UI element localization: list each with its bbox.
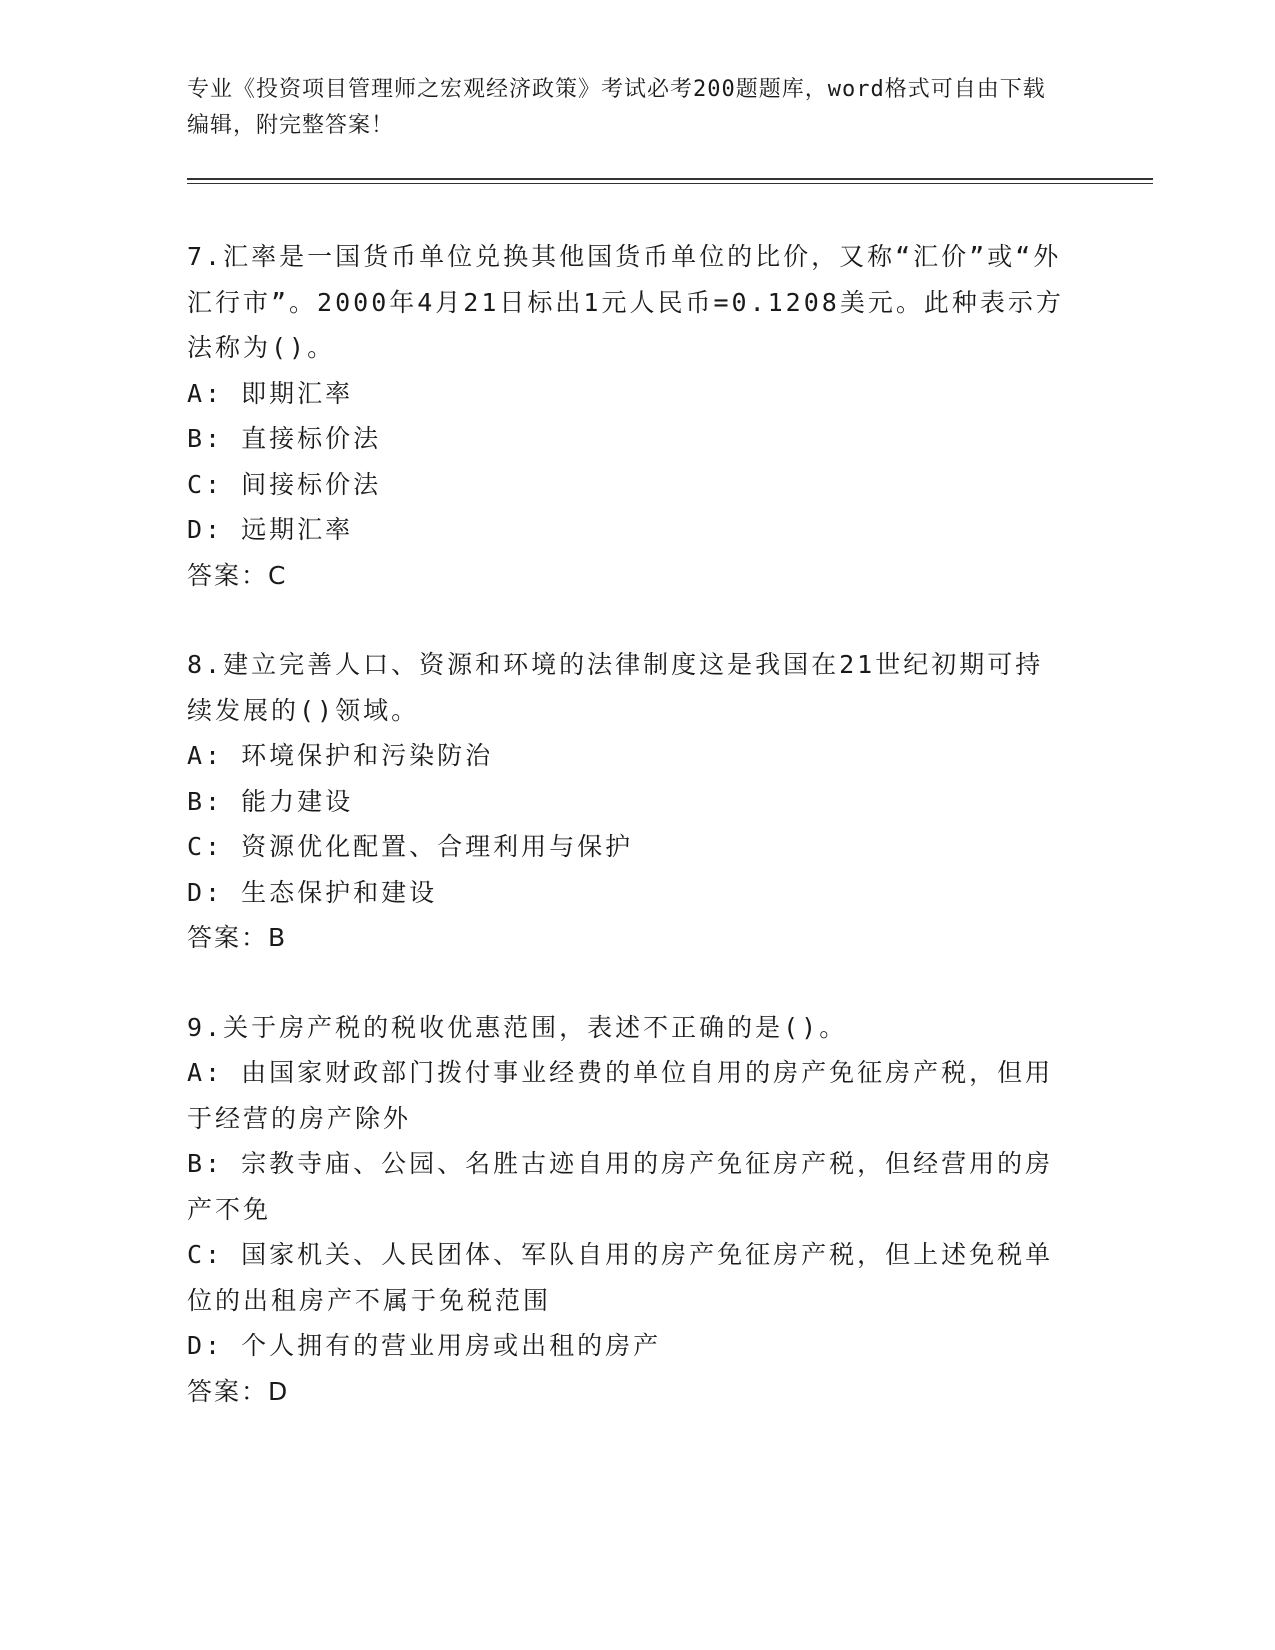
option-a: A: 由国家财政部门拨付事业经费的单位自用的房产免征房产税，但用于经营的房产除外: [187, 1058, 1054, 1133]
question-8: [187, 642, 1067, 961]
answer: 答案：B: [187, 923, 288, 952]
option-c: C: 间接标价法: [187, 469, 382, 499]
question-stem: 8.建立完善人口、资源和环境的法律制度这是我国在21世纪初期可持续发展的()领域。: [187, 650, 1044, 725]
question-7: [187, 234, 1067, 598]
answer: 答案：D: [187, 1376, 290, 1406]
header-rule-thin: [187, 183, 1153, 184]
option-a: A: 即期汇率: [187, 378, 354, 408]
question-stem: 9.关于房产税的税收优惠范围，表述不正确的是()。: [187, 1012, 848, 1042]
option-b: B: 宗教寺庙、公园、名胜古迹自用的房产免征房产税，但经营用的房产不免: [187, 1149, 1054, 1224]
option-c: C: 国家机关、人民团体、军队自用的房产免征房产税，但上述免税单位的出租房产不属于免税范围: [187, 1240, 1054, 1315]
header-rule-thick: [187, 178, 1153, 180]
option-d: D: 生态保护和建设: [187, 877, 438, 907]
question-stem: 7.汇率是一国货币单位兑换其他国货币单位的比价，又称“汇价”或“外汇行市”。2000年4月21日标出1元人民币=0.1208美元。此种表示方法称为()。: [187, 242, 1064, 362]
option-c: C: 资源优化配置、合理利用与保护: [187, 832, 634, 861]
option-b: B: 直接标价法: [187, 424, 382, 453]
option-a: A: 环境保护和污染防治: [187, 741, 494, 770]
answer: 答案：C: [187, 560, 288, 590]
question-list: [187, 234, 1067, 1458]
question-9: [187, 1005, 1067, 1415]
option-d: D: 远期汇率: [187, 515, 354, 544]
document-header: 专业《投资项目管理师之宏观经济政策》考试必考200题题库，word格式可自由下载编辑，附完整答案！: [187, 77, 1046, 138]
option-d: D: 个人拥有的营业用房或出租的房产: [187, 1331, 662, 1360]
option-b: B: 能力建设: [187, 786, 354, 816]
